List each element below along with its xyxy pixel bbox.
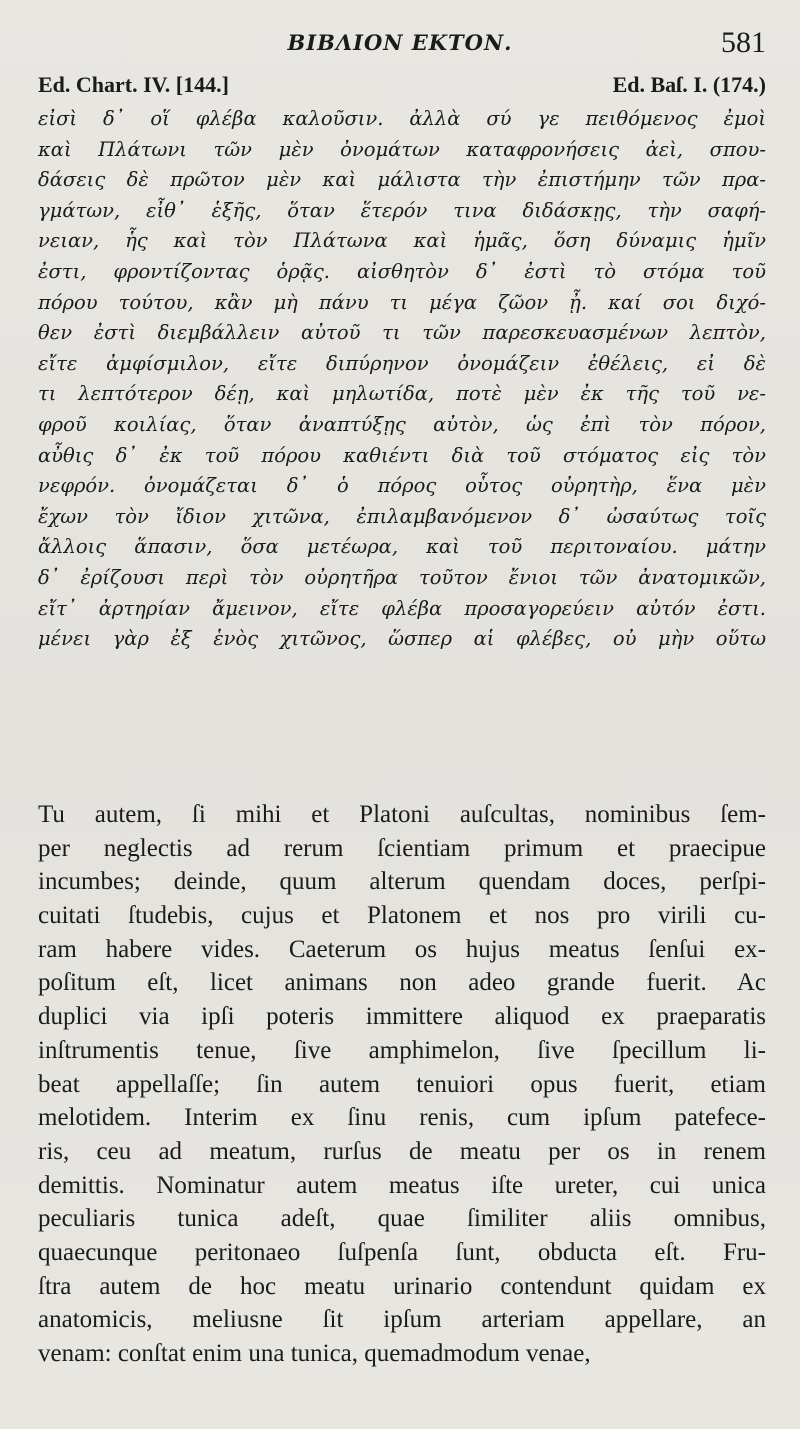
greek-line: νεφρόν. ὀνομάζεται δ᾽ ὁ πόρος οὗτος οὐρητὴρ, ἕνα μὲν (38, 474, 766, 498)
edition-left-reference: Ed. Chart. IV. [144.] (38, 72, 229, 97)
latin-line: duplici via ipſi poteris immittere aliquod ex praeparatis (38, 1003, 766, 1031)
latin-line: peculiaris tunica adeſt, quae ſimiliter aliis omnibus, (38, 1205, 766, 1233)
latin-line: per neglectis ad rerum ſcientiam primum et praecipue (38, 834, 766, 862)
greek-line: πόρου τούτου, κἂν μὴ πάνυ τι μέγα ζῶον ᾖ. καί σοι διχό- (38, 290, 766, 314)
greek-line: εἴτε ἀμφίσμιλον, εἴτε διπύρηνον ὀνομάζειν ἐθέλεις, εἰ δὲ (38, 351, 766, 375)
latin-line: venam: conſtat enim una tunica, quemadmodum venae, (38, 1340, 591, 1367)
latin-line: beat appellaſſe; ſin autem tenuiori opus fuerit, etiam (38, 1070, 766, 1098)
greek-line: ἔχων τὸν ἴδιον χιτῶνα, ἐπιλαμβανόμενον δ᾽ ὡσαύτως τοῖς (38, 504, 766, 528)
latin-line: incumbes; deinde, quum alterum quendam doces, perſpi- (38, 868, 766, 896)
latin-line: poſitum eſt, licet animans non adeo grande fuerit. Ac (38, 969, 766, 997)
latin-line: ram habere vides. Caeterum os hujus meatus ſenſui ex- (38, 935, 766, 963)
latin-line: inſtrumentis tenue, ſive amphimelon, ſive ſpecillum li- (38, 1036, 766, 1064)
latin-line: anatomicis, meliusne ſit ipſum arteriam appellare, an (38, 1306, 766, 1334)
greek-line: αὖθις δ᾽ ἐκ τοῦ πόρου καθιέντι διὰ τοῦ στόματος εἰς τὸν (38, 443, 766, 467)
greek-line: εἴτ᾽ ἀρτηρίαν ἄμεινον, εἴτε φλέβα προσαγορεύειν αὐτόν ἐστι. (38, 596, 766, 620)
latin-text-block (38, 798, 766, 1371)
greek-line: ἄλλοις ἅπασιν, ὅσα μετέωρα, καὶ τοῦ περιτοναίου. μάτην (38, 535, 766, 559)
greek-line: δ᾽ ἐρίζουσι περὶ τὸν οὐρητῆρα τοῦτον ἔνιοι τῶν ἀνατομικῶν, (38, 565, 766, 589)
latin-line: demittis. Nominatur autem meatus iſte ureter, cui unica (38, 1171, 766, 1199)
greek-line: τι λεπτότερον δέῃ, καὶ μηλωτίδα, ποτὲ μὲν ἐκ τῆς τοῦ νε- (38, 382, 766, 406)
latin-line: ſtra autem de hoc meatu urinario contendunt quidam ex (38, 1272, 766, 1300)
greek-line: καὶ Πλάτωνι τῶν μὲν ὀνομάτων καταφρονήσεις ἀεὶ, σπου- (38, 137, 766, 161)
latin-line: Tu autem, ſi mihi et Platoni auſcultas, nominibus ſem- (38, 801, 766, 828)
greek-line: μένει γὰρ ἐξ ἑνὸς χιτῶνος, ὥσπερ αἱ φλέβες, οὐ μὴν οὕτω (38, 627, 766, 651)
greek-line: φροῦ κοιλίας, ὅταν ἀναπτύξῃς αὐτὸν, ὡς ἐπὶ τὸν πόρον, (38, 412, 766, 436)
greek-line: γμάτων, εἶθ᾽ ἑξῆς, ὅταν ἕτερόν τινα διδάσκῃς, τὴν σαφή- (38, 198, 766, 222)
greek-text-block (38, 104, 766, 655)
latin-line: melotidem. Interim ex ſinu renis, cum ipſum patefece- (38, 1104, 766, 1132)
edition-right-reference: Ed. Baſ. I. (174.) (612, 72, 766, 97)
greek-line: νειαν, ἧς καὶ τὸν Πλάτωνα καὶ ἡμᾶς, ὅση δύναμις ἡμῖν (38, 229, 766, 253)
running-title: ΒΙΒΛΙΟΝ ΕΚΤΟΝ. (287, 30, 513, 55)
greek-line: θεν ἐστὶ διεμβάλλειν αὐτοῦ τι τῶν παρεσκευασμένων λεπτὸν, (38, 321, 766, 345)
greek-line: εἰσὶ δ᾽ οἵ φλέβα καλοῦσιν. ἀλλὰ σύ γε πειθόμενος ἐμοὶ (38, 107, 766, 130)
latin-line: cuitati ſtudebis, cujus et Platonem et nos pro virili cu- (38, 902, 766, 930)
running-head (0, 26, 800, 60)
greek-line: ἐστι, φροντίζοντας ὁρᾷς. αἰσθητὸν δ᾽ ἐστὶ τὸ στόμα τοῦ (38, 259, 766, 283)
page-number: 581 (721, 26, 766, 59)
latin-line: quaecunque peritonaeo ſuſpenſa ſunt, obducta eſt. Fru- (38, 1238, 766, 1266)
latin-line: ris, ceu ad meatum, rurſus de meatu per os in renem (38, 1137, 766, 1165)
edition-references (38, 72, 766, 100)
greek-line: δάσεις δὲ πρῶτον μὲν καὶ μάλιστα τὴν ἐπιστήμην τῶν πρα- (38, 168, 766, 192)
